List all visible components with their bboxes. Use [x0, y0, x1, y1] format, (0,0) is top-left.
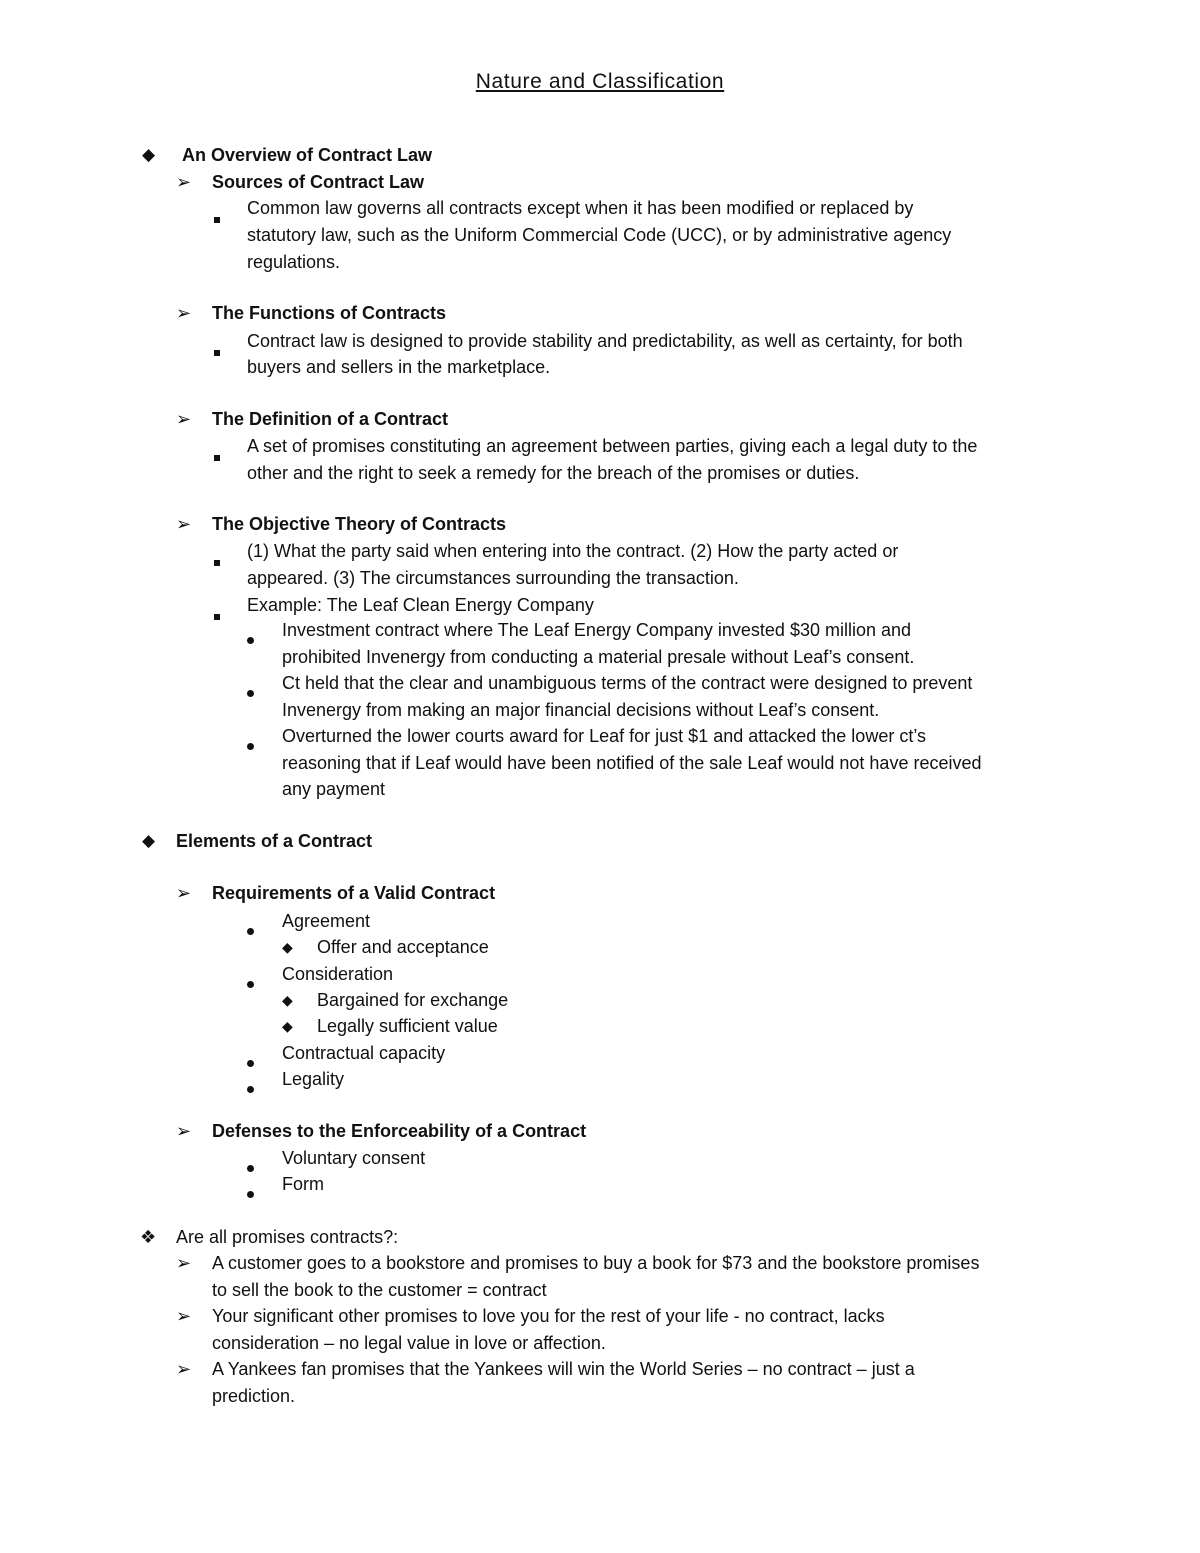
text-line: (1) What the party said when entering into the contract. (2) How the party acted or [247, 541, 899, 561]
text-line: A Yankees fan promises that the Yankees will win the World Series – no contract – just a [212, 1359, 915, 1379]
text-line: Investment contract where The Leaf Energy Company invested $30 million and [282, 620, 912, 640]
subheading-sources: Sources of Contract Law [212, 172, 425, 192]
square-bullet-icon [214, 338, 220, 362]
list-item: Agreement [282, 911, 371, 931]
diamond-bullet-icon: ◆ [142, 145, 156, 164]
list-item: Bargained for exchange [317, 990, 509, 1010]
dot-bullet-icon [247, 679, 254, 703]
dot-bullet-icon [247, 1075, 254, 1099]
text-line: A customer goes to a bookstore and promises to buy a book for $73 and the bookstore promises [212, 1253, 980, 1273]
text-line: prediction. [212, 1386, 296, 1406]
text-line: appeared. (3) The circumstances surrounding the transaction. [247, 568, 739, 588]
list-item: Legally sufficient value [317, 1016, 498, 1036]
arrow-bullet-icon: ➢ [176, 1359, 192, 1379]
subheading-functions: The Functions of Contracts [212, 303, 446, 323]
text-line: A set of promises constituting an agreement between parties, giving each a legal duty to the [247, 436, 978, 456]
diamond-bullet-icon: ◆ [282, 939, 293, 955]
list-item: Legality [282, 1069, 345, 1089]
text-line: regulations. [247, 252, 341, 272]
subheading-requirements: Requirements of a Valid Contract [212, 883, 496, 903]
square-bullet-icon [214, 205, 220, 229]
dot-bullet-icon [247, 1049, 254, 1073]
list-item: Consideration [282, 964, 394, 984]
list-item: Voluntary consent [282, 1148, 426, 1168]
text-line: statutory law, such as the Uniform Commercial Code (UCC), or by administrative agency [247, 225, 952, 245]
text-line: buyers and sellers in the marketplace. [247, 357, 551, 377]
section-heading-elements: Elements of a Contract [176, 831, 373, 851]
four-diamond-bullet-icon: ❖ [140, 1227, 157, 1247]
arrow-bullet-icon: ➢ [176, 172, 192, 192]
square-bullet-icon [214, 602, 220, 626]
text-line: Invenergy from making an major financial decisions without Leaf’s consent. [282, 700, 880, 720]
diamond-bullet-icon: ◆ [282, 992, 293, 1008]
text-line: to sell the book to the customer = contract [212, 1280, 547, 1300]
arrow-bullet-icon: ➢ [176, 883, 192, 903]
square-bullet-icon [214, 443, 220, 467]
arrow-bullet-icon: ➢ [176, 409, 192, 429]
arrow-bullet-icon: ➢ [176, 1306, 192, 1326]
diamond-bullet-icon: ◆ [142, 831, 156, 850]
text-line: prohibited Invenergy from conducting a material presale without Leaf’s consent. [282, 647, 915, 667]
list-item: Form [282, 1174, 324, 1194]
page-title: Nature and Classification [475, 70, 725, 93]
text-line: Example: The Leaf Clean Energy Company [247, 595, 594, 615]
subheading-definition: The Definition of a Contract [212, 409, 448, 429]
text-line: reasoning that if Leaf would have been notified of the sale Leaf would not have received [282, 753, 982, 773]
dot-bullet-icon [247, 917, 254, 941]
dot-bullet-icon [247, 626, 254, 650]
dot-bullet-icon [247, 970, 254, 994]
dot-bullet-icon [247, 1154, 254, 1178]
list-item: Offer and acceptance [317, 937, 489, 957]
text-line: any payment [282, 779, 386, 799]
arrow-bullet-icon: ➢ [176, 1121, 192, 1141]
arrow-bullet-icon: ➢ [176, 514, 192, 534]
section-heading-promises: Are all promises contracts?: [176, 1227, 399, 1247]
subheading-objective: The Objective Theory of Contracts [212, 514, 507, 534]
dot-bullet-icon [247, 1180, 254, 1204]
text-line: Contract law is designed to provide stability and predictability, as well as certainty, for both [247, 331, 963, 351]
arrow-bullet-icon: ➢ [176, 1253, 192, 1273]
list-item: Contractual capacity [282, 1043, 446, 1063]
arrow-bullet-icon: ➢ [176, 303, 192, 323]
section-heading-overview: An Overview of Contract Law [182, 145, 433, 165]
text-line: Overturned the lower courts award for Leaf for just $1 and attacked the lower ct’s [282, 726, 927, 746]
diamond-bullet-icon: ◆ [282, 1018, 293, 1034]
square-bullet-icon [214, 548, 220, 572]
text-line: Your significant other promises to love you for the rest of your life - no contract, lacks [212, 1306, 885, 1326]
subheading-defenses: Defenses to the Enforceability of a Contract [212, 1121, 587, 1141]
text-line: Common law governs all contracts except when it has been modified or replaced by [247, 198, 914, 218]
dot-bullet-icon [247, 732, 254, 756]
text-line: other and the right to seek a remedy for the breach of the promises or duties. [247, 463, 860, 483]
text-line: consideration – no legal value in love or affection. [212, 1333, 606, 1353]
text-line: Ct held that the clear and unambiguous terms of the contract were designed to prevent [282, 673, 973, 693]
